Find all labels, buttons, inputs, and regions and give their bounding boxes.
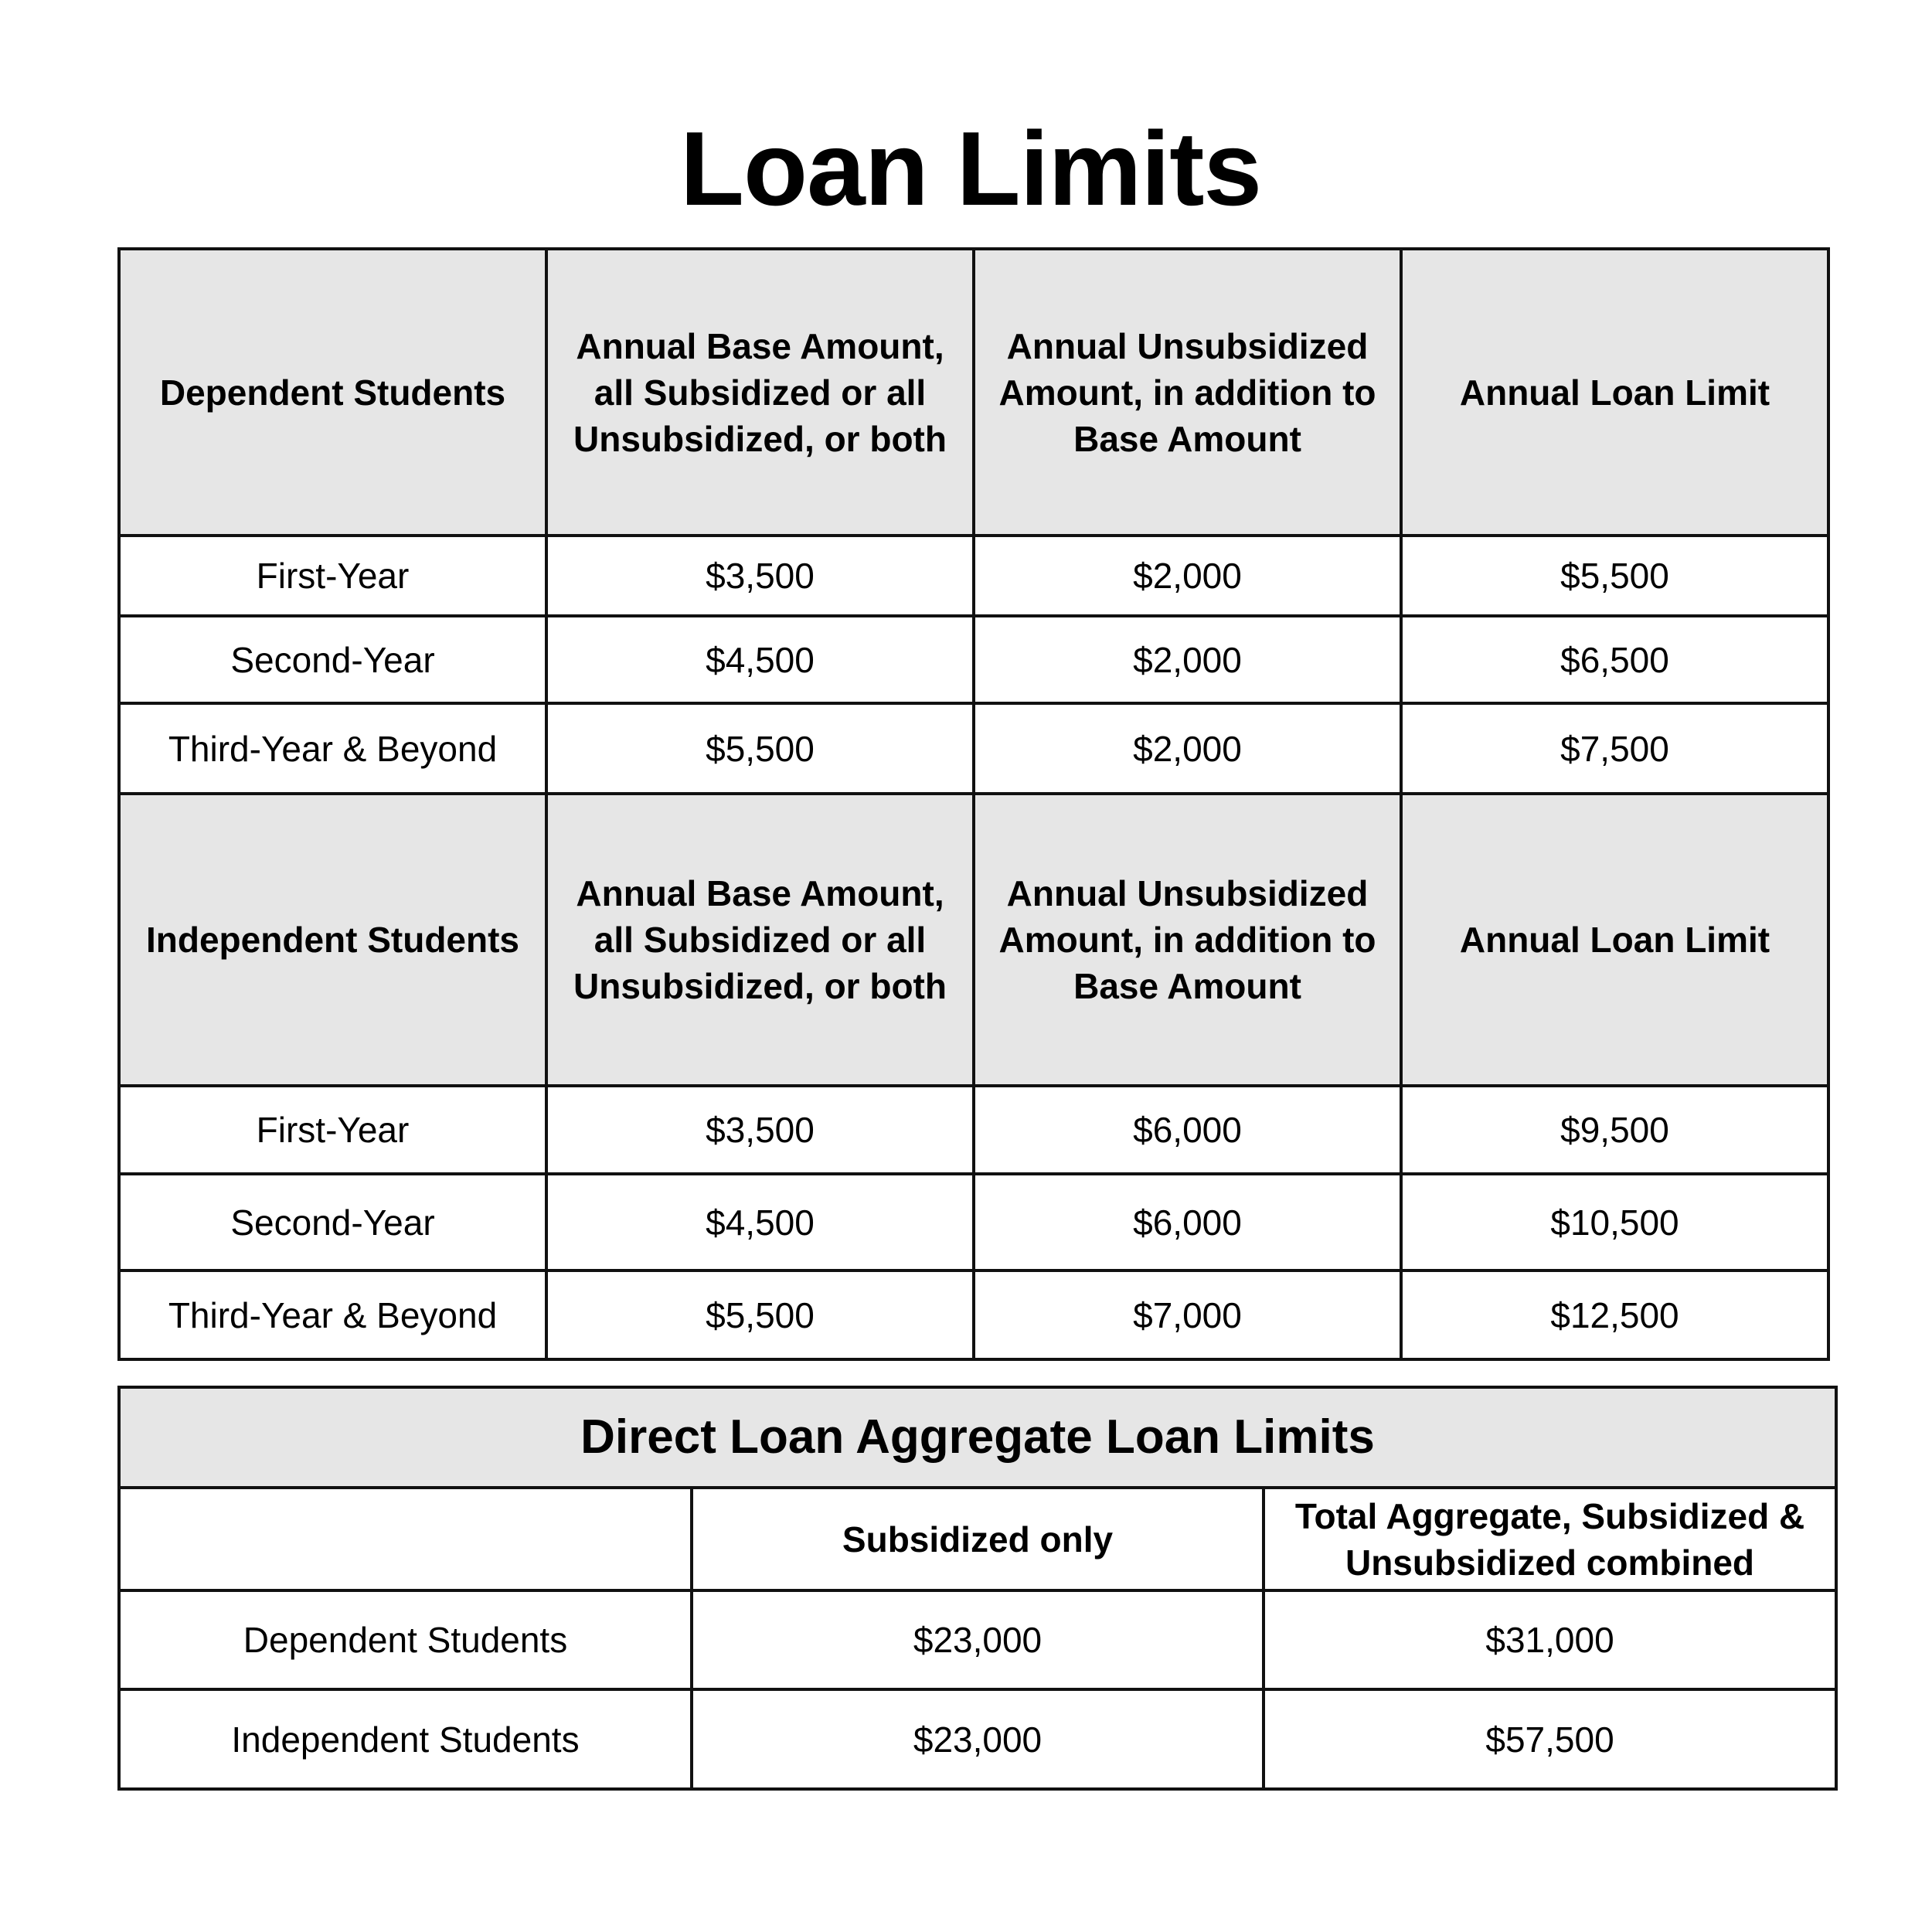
loan-limit-cell: $12,500 [1401,1270,1828,1359]
table-row [119,616,1828,703]
aggregate-table-title: Direct Loan Aggregate Loan Limits [119,1387,1836,1488]
unsubsidized-amount-cell: $6,000 [974,1174,1401,1270]
unsubsidized-amount-cell: $7,000 [974,1270,1401,1359]
annual-unsubsidized-amount-header: Annual Unsubsidized Amount, in addition to Base Amount [974,794,1401,1086]
year-label: Third-Year & Beyond [119,703,546,794]
total-aggregate-cell: $57,500 [1264,1689,1836,1789]
base-amount-cell: $5,500 [546,1270,974,1359]
year-label: Third-Year & Beyond [119,1270,546,1359]
base-amount-cell: $3,500 [546,1086,974,1174]
independent-header-row [119,794,1828,1086]
table-row [119,536,1828,616]
base-amount-cell: $3,500 [546,536,974,616]
subsidized-only-cell: $23,000 [692,1689,1264,1789]
annual-base-amount-header: Annual Base Amount, all Subsidized or all Unsubsidized, or both [546,249,974,536]
table-row [119,1270,1828,1359]
table-row [119,1590,1836,1689]
subsidized-only-header: Subsidized only [692,1488,1264,1590]
year-label: First-Year [119,536,546,616]
loan-limit-cell: $7,500 [1401,703,1828,794]
subsidized-only-cell: $23,000 [692,1590,1264,1689]
unsubsidized-amount-cell: $2,000 [974,703,1401,794]
base-amount-cell: $5,500 [546,703,974,794]
aggregate-header-row [119,1488,1836,1590]
total-aggregate-header: Total Aggregate, Subsidized & Unsubsidized combined [1264,1488,1836,1590]
student-type-label: Dependent Students [119,1590,692,1689]
student-type-label: Independent Students [119,1689,692,1789]
dependent-students-header: Dependent Students [119,249,546,536]
aggregate-title-row [119,1387,1836,1488]
page-title: Loan Limits [679,110,1262,227]
base-amount-cell: $4,500 [546,616,974,703]
year-label: First-Year [119,1086,546,1174]
aggregate-loan-limits-table [117,1386,1838,1791]
loan-limit-cell: $6,500 [1401,616,1828,703]
table-row [119,1689,1836,1789]
year-label: Second-Year [119,1174,546,1270]
empty-header-cell [119,1488,692,1590]
dependent-header-row [119,249,1828,536]
unsubsidized-amount-cell: $6,000 [974,1086,1401,1174]
annual-base-amount-header: Annual Base Amount, all Subsidized or all Unsubsidized, or both [546,794,974,1086]
loan-limit-cell: $9,500 [1401,1086,1828,1174]
total-aggregate-cell: $31,000 [1264,1590,1836,1689]
year-label: Second-Year [119,616,546,703]
unsubsidized-amount-cell: $2,000 [974,536,1401,616]
table-row [119,1174,1828,1270]
base-amount-cell: $4,500 [546,1174,974,1270]
annual-loan-limit-header: Annual Loan Limit [1401,249,1828,536]
annual-loan-limits-table [117,247,1830,1361]
annual-loan-limit-header: Annual Loan Limit [1401,794,1828,1086]
loan-limit-cell: $5,500 [1401,536,1828,616]
table-row [119,703,1828,794]
independent-students-header: Independent Students [119,794,546,1086]
loan-limit-cell: $10,500 [1401,1174,1828,1270]
table-row [119,1086,1828,1174]
unsubsidized-amount-cell: $2,000 [974,616,1401,703]
annual-unsubsidized-amount-header: Annual Unsubsidized Amount, in addition to Base Amount [974,249,1401,536]
